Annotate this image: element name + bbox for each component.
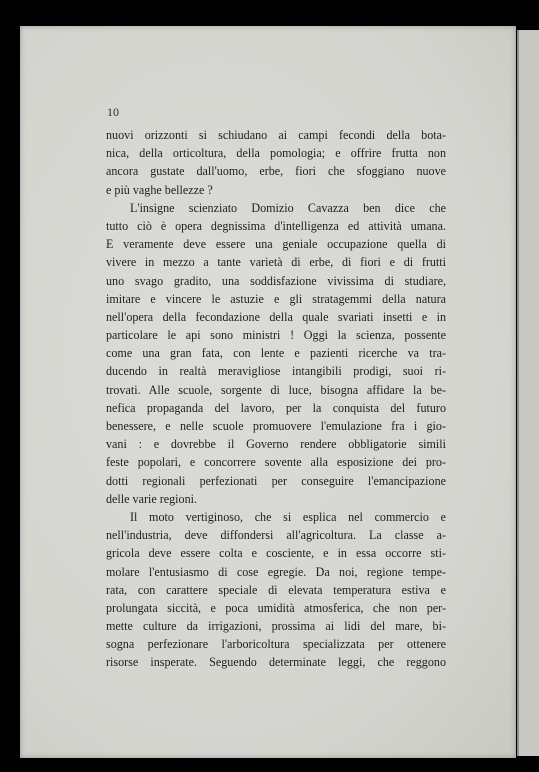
- text-line: nell'opera della fecondazione della quale svariati insetti e in: [106, 309, 446, 324]
- text-line: trovati. Alle scuole, sorgente di luce, bisogna affidare la be-: [106, 382, 446, 397]
- text-line: risorse insperate. Seguendo determinate leggi, che reggono: [106, 655, 446, 670]
- text-line: prolungata siccità, e poca umidità atmosferica, che non per-: [106, 600, 446, 615]
- text-line: feste popolari, e concorrere sovente alla esposizione dei pro-: [106, 455, 446, 470]
- text-line: come una gran fata, con lente e pazienti ricerche va tra-: [106, 346, 446, 361]
- text-line: rata, con carattere speciale di elevata temperatura estiva e: [106, 582, 446, 597]
- text-line: vani : e dovrebbe il Governo rendere obbligatorie simili: [106, 437, 446, 452]
- body-text: [106, 126, 446, 672]
- text-line: nefica propaganda del lavoro, per la conquista del futuro: [106, 400, 446, 415]
- text-line: vivere in mezzo a tante varietà di erbe, di fiori e di frutti: [106, 255, 446, 270]
- text-line: imitare e vincere le astuzie e gli stratagemmi della natura: [106, 291, 446, 306]
- text-line: ducendo in realtà meravigliose intangibili prodigi, suoi ri-: [106, 364, 446, 379]
- text-line: sogna perfezionare l'arboricoltura specializzata per ottenere: [106, 637, 446, 652]
- text-line: nica, della orticoltura, della pomologia; e offrire frutta non: [106, 146, 446, 161]
- text-line: mette culture da irrigazioni, prossima ai lidi del mare, bi-: [106, 619, 446, 634]
- text-line: gricola deve essere colta e cosciente, e in essa occorre sti-: [106, 546, 446, 561]
- text-line: e più vaghe bellezze ?: [106, 182, 213, 197]
- text-line: delle varie regioni.: [106, 491, 197, 506]
- text-line: uno svago gradito, una soddisfazione vivissima di studiare,: [106, 273, 446, 288]
- text-line: nell'industria, deve diffondersi all'agricoltura. La classe a-: [106, 528, 446, 543]
- text-line: tutto ciò è opera degnissima d'intelligenza ed attività umana.: [106, 218, 446, 233]
- text-line: benessere, e nelle scuole promuovere l'emulazione fra i gio-: [106, 419, 446, 433]
- text-line: dotti regionali perfezionati per conseguire l'emancipazione: [106, 473, 446, 488]
- text-line: L'insigne scienziato Domizio Cavazza ben dice che: [130, 200, 446, 215]
- text-line: E veramente deve essere una geniale occupazione quella di: [106, 237, 446, 252]
- text-line: particolare le api sono ministri ! Oggi la scienza, possente: [106, 328, 446, 343]
- page-number: 10: [107, 105, 119, 119]
- adjacent-page-edge: [517, 30, 539, 756]
- text-line: molare l'entusiasmo di cose egregie. Da noi, regione tempe-: [106, 564, 446, 579]
- text-line: ancora gustate dall'uomo, erbe, fiori che sfoggiano nuove: [106, 164, 446, 179]
- text-line: nuovi orizzonti si schiudano ai campi fecondi della bota-: [106, 128, 446, 142]
- text-line: Il moto vertiginoso, che si esplica nel commercio e: [130, 509, 446, 524]
